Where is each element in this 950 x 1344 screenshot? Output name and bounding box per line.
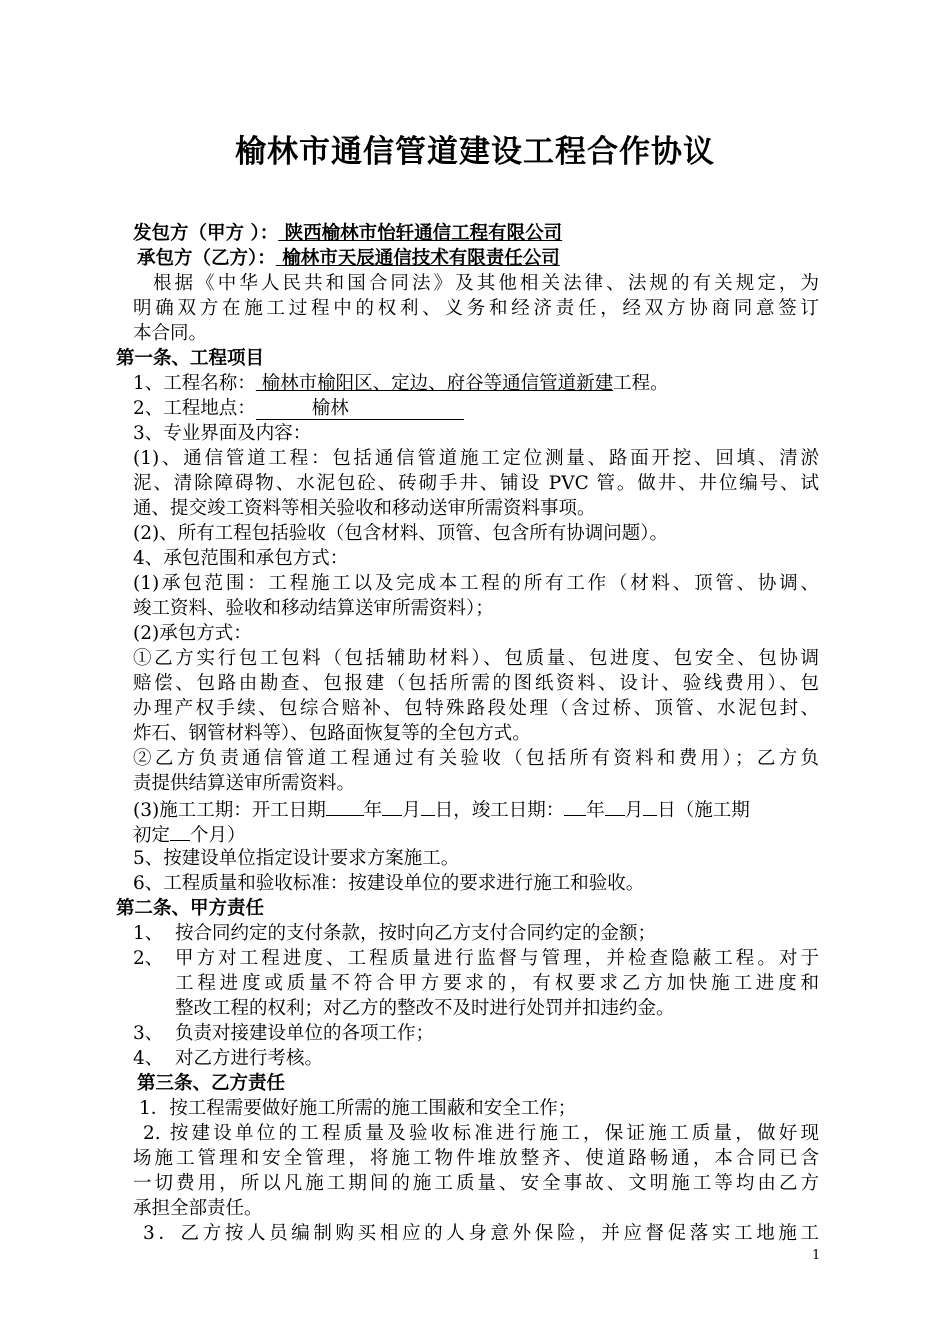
- year-label: 年: [363, 800, 383, 821]
- project-location-value: 榆林: [311, 398, 349, 419]
- contract-scope-line: 竣工资料、验收和移动结算送审所需资料）；: [133, 598, 494, 619]
- year-label: 年: [586, 800, 605, 821]
- construction-period-line: [133, 797, 750, 823]
- page-number: 1: [812, 1248, 821, 1263]
- party-a-label: 发包方（甲方 ）：: [133, 223, 279, 244]
- months-label: 个月）: [190, 825, 246, 846]
- party-b-duty-line: 3．乙方按人员编制购买相应的人身意外保险，并应督促落实工地施工: [143, 1223, 819, 1244]
- construction-period-line-2: [133, 822, 246, 848]
- contract-scope-heading: 4、承包范围和承包方式：: [133, 548, 349, 569]
- party-b-line: [137, 247, 560, 271]
- party-a-duty-text: 按合同约定的支付条款，按时向乙方支付合同约定的金额；: [175, 923, 657, 944]
- party-a-duty-text: 对乙方进行考核。: [175, 1048, 324, 1069]
- contract-mode-line: 炸石、钢管材料等）、包路面恢复等的全包方式。: [133, 723, 531, 744]
- month-label: 月: [402, 800, 421, 821]
- contract-mode-line: 赔偿、包路由勘查、包报建（包括所需的图纸资料、设计、验线费用）、包: [133, 673, 819, 694]
- party-a-name: 陕西榆林市怡轩通信工程有限公司: [278, 223, 563, 244]
- party-a-duty-text: 整改工程的权利；对乙方的整改不及时进行处罚并扣违约金。: [175, 998, 675, 1019]
- design-requirement-line: 5、按建设单位指定设计要求方案施工。: [133, 848, 460, 869]
- intro-line: 明确双方在施工过程中的权利、义务和经济责任，经双方协商同意签订: [133, 298, 819, 319]
- party-a-duty-number: 4、: [133, 1048, 164, 1069]
- document-title: 榆林市通信管道建设工程合作协议: [235, 134, 715, 170]
- quality-standard-line: 6、工程质量和验收标准：按建设单位的要求进行施工和验收。: [133, 873, 645, 894]
- party-a-duty-number: 2、: [133, 948, 164, 969]
- project-name-label: 1、工程名称：: [133, 373, 256, 394]
- project-location-field: [256, 399, 464, 420]
- start-day-blank: [421, 797, 435, 816]
- contract-scope-line: (1)承包范围：工程施工以及完成本工程的所有工作（材料、顶管、协调、: [133, 573, 819, 594]
- party-b-duty-line: 2. 按建设单位的工程质量及验收标准进行施工，保证施工质量，做好现: [143, 1123, 819, 1144]
- initial-label: 初定: [133, 825, 171, 846]
- finish-year-blank: [564, 797, 586, 816]
- article-2-heading: 第二条、甲方责任: [116, 898, 265, 919]
- scope-interface-heading: 3、专业界面及内容：: [133, 423, 312, 444]
- party-a-line: [133, 222, 562, 246]
- finish-day-blank: [643, 797, 657, 816]
- intro-line: 根据《中华人民共和国合同法》及其他相关法律、法规的有关规定，为: [153, 273, 819, 294]
- month-label: 月: [624, 800, 644, 821]
- finish-label: 日，竣工日期：: [434, 800, 565, 821]
- party-a-duty-number: 1、: [133, 923, 164, 944]
- finish-month-blank: [605, 797, 625, 816]
- party-b-duty-line: 场施工管理和安全管理，将施工物件堆放整齐、使道路畅通，本合同已含: [133, 1148, 819, 1169]
- project-location-label: 2、工程地点：: [133, 398, 256, 419]
- party-b-label: 承包方（乙方）：: [137, 248, 276, 269]
- project-name-suffix: 工程。: [613, 373, 669, 394]
- project-location-line: [133, 397, 464, 421]
- start-month-blank: [382, 797, 402, 816]
- intro-line: 本合同。: [133, 323, 208, 344]
- party-a-duty-number: 3、: [133, 1023, 164, 1044]
- article-3-heading: 第三条、乙方责任: [137, 1073, 286, 1094]
- contract-mode-heading: (2)承包方式：: [133, 623, 252, 644]
- party-a-duty-text: 工程进度或质量不符合甲方要求的，有权要求乙方加快施工进度和: [175, 973, 819, 994]
- months-blank: [170, 822, 190, 841]
- pipeline-work-line: (1)、通信管道工程：包括通信管道施工定位测量、路面开挖、回填、清淤: [133, 448, 819, 469]
- article-1-heading: 第一条、工程项目: [116, 348, 265, 369]
- party-a-duty-text: 负责对接建设单位的各项工作；: [175, 1023, 435, 1044]
- party-b-duty-line: 承担全部责任。: [133, 1198, 263, 1219]
- acceptance-duty-line: ②乙方负责通信管道工程通过有关验收（包括所有资料和费用）；乙方负: [133, 748, 819, 769]
- project-name-value: 榆林市榆阳区、定边、府谷等通信管道新建: [255, 373, 614, 394]
- start-year-blank: [326, 797, 364, 816]
- acceptance-duty-line: 责提供结算送审所需资料。: [133, 773, 356, 794]
- contract-mode-line: ①乙方实行包工包料（包括辅助材料）、包质量、包进度、包安全、包协调: [133, 648, 819, 669]
- party-b-duty-line: 1．按工程需要做好施工所需的施工围蔽和安全工作；: [139, 1098, 577, 1119]
- period-label: (3)施工工期：开工日期: [133, 800, 326, 821]
- period-remark: 日（施工期: [657, 800, 750, 821]
- party-b-name: 榆林市天辰通信技术有限责任公司: [275, 248, 560, 269]
- acceptance-line: (2)、所有工程包括验收（包含材料、顶管、包含所有协调问题）。: [133, 523, 668, 544]
- contract-mode-line: 办理产权手续、包综合赔补、包特殊路段处理（含过桥、顶管、水泥包封、: [133, 698, 819, 719]
- pipeline-work-line: 泥、清除障碍物、水泥包砼、砖砌手井、铺设 PVC 管。做井、井位编号、试: [133, 473, 819, 494]
- project-name-line: [133, 372, 669, 396]
- pipeline-work-line: 通、提交竣工资料等相关验收和移动送审所需资料事项。: [133, 498, 596, 519]
- party-a-duty-text: 甲方对工程进度、工程质量进行监督与管理，并检查隐蔽工程。对于: [175, 948, 819, 969]
- party-b-duty-line: 一切费用，所以凡施工期间的施工质量、安全事故、文明施工等均由乙方: [133, 1173, 819, 1194]
